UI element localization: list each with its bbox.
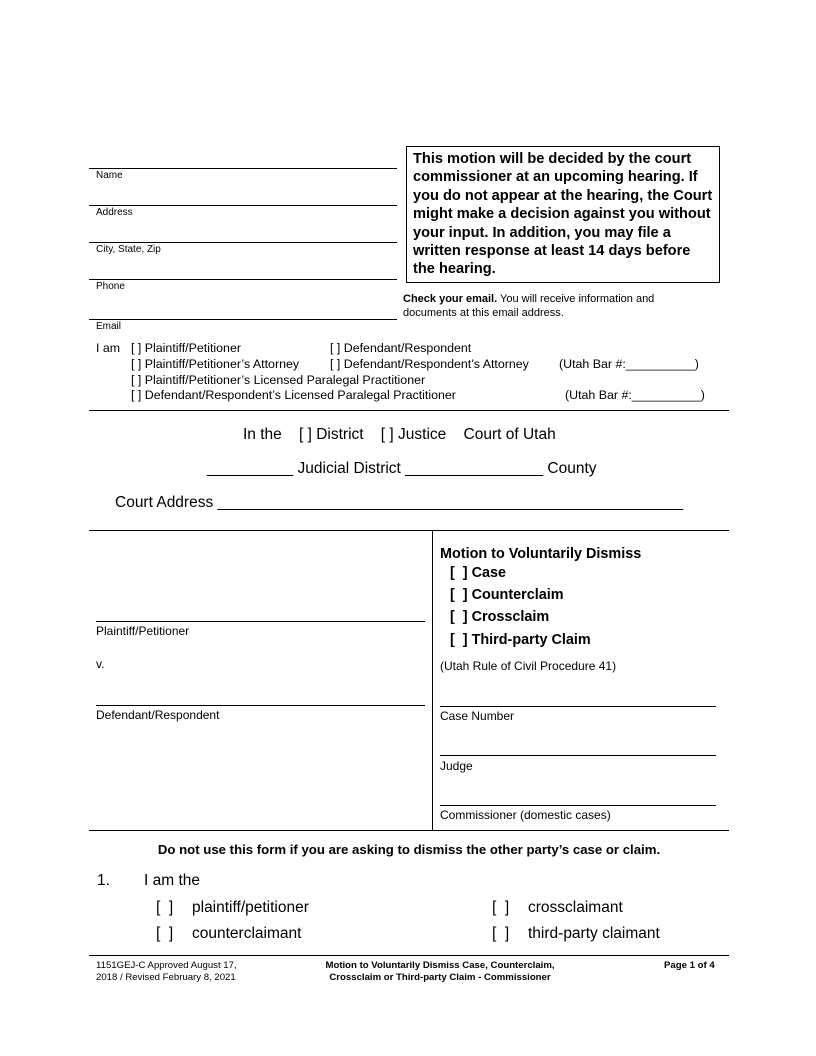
- court-address-line[interactable]: Court Address ______________________________________________________: [115, 494, 684, 511]
- city-label: City, State, Zip: [96, 244, 161, 255]
- judge-label: Judge: [440, 759, 473, 773]
- commissioner-label: Commissioner (domestic cases): [440, 808, 611, 822]
- option-third-party-claim[interactable]: [ ] Third-party Claim: [450, 632, 591, 648]
- name-label: Name: [96, 170, 123, 181]
- email-label: Email: [96, 321, 122, 332]
- footer-form-title: [300, 960, 580, 984]
- case-number-label: Case Number: [440, 709, 515, 723]
- footer-left-line-1: 1151GEJ-C Approved August 17,: [96, 960, 237, 971]
- choice-third-party-claimant: third-party claimant: [528, 925, 660, 942]
- option-crossclaim[interactable]: [ ] Crossclaim: [450, 609, 550, 625]
- divider: [89, 410, 729, 411]
- name-line[interactable]: [89, 168, 397, 169]
- judicial-district-line[interactable]: __________ Judicial District ________________ County: [207, 460, 597, 477]
- checkbox-counterclaimant[interactable]: [ ]: [156, 925, 174, 942]
- motion-title: Motion to Voluntarily Dismiss: [440, 546, 642, 562]
- footer-center-line-1: Motion to Voluntarily Dismiss Case, Counterclaim,: [325, 960, 555, 971]
- judge-line[interactable]: [440, 755, 716, 756]
- option-case[interactable]: [ ] Case: [450, 565, 506, 581]
- hearing-notice-text: This motion will be decided by the court commissioner at an upcoming hearing. If you do not appear at the hearing, the Court might make a decision against you without your input. In addition, you may file a written response at least 14 days before the hearing.: [413, 151, 713, 278]
- caption-bottom-border: [89, 830, 729, 831]
- item-1-text: I am the: [144, 872, 200, 889]
- caption-top-border: [89, 530, 729, 531]
- iam-plaintiff-attorney-option[interactable]: [ ] Plaintiff/Petitioner’s Attorney: [131, 357, 300, 371]
- footer-center-line-2: Crossclaim or Third-party Claim - Commissioner: [329, 972, 551, 983]
- page-number: Page 1 of 4: [664, 960, 715, 971]
- footer-left-line-2: 2018 / Revised February 8, 2021: [96, 972, 236, 983]
- defendant-line[interactable]: [96, 705, 425, 706]
- defendant-label: Defendant/Respondent: [96, 708, 220, 722]
- versus-label: v.: [96, 657, 105, 671]
- utah-bar-number-2[interactable]: (Utah Bar #:__________): [565, 388, 705, 402]
- rule-reference: (Utah Rule of Civil Procedure 41): [440, 659, 617, 673]
- email-note: [403, 292, 703, 320]
- email-note-bold: Check your email.: [403, 293, 498, 305]
- choice-counterclaimant: counterclaimant: [192, 925, 302, 942]
- warning-text: Do not use this form if you are asking to dismiss the other party’s case or claim.: [157, 842, 661, 857]
- caption-divider: [432, 530, 433, 830]
- iam-plaintiff-option[interactable]: [ ] Plaintiff/Petitioner: [131, 341, 241, 355]
- iam-prefix: I am: [96, 341, 121, 355]
- email-line[interactable]: [89, 319, 397, 320]
- plaintiff-line[interactable]: [96, 621, 425, 622]
- footer-form-id: [96, 960, 237, 984]
- address-line[interactable]: [89, 205, 397, 206]
- item-1-number: 1.: [97, 872, 110, 889]
- email-note-rest: You will receive information and documents at this email address.: [403, 293, 655, 319]
- plaintiff-label: Plaintiff/Petitioner: [96, 624, 190, 638]
- option-counterclaim[interactable]: [ ] Counterclaim: [450, 587, 564, 603]
- court-type-line[interactable]: In the [ ] District [ ] Justice Court of Utah: [243, 426, 556, 443]
- checkbox-crossclaimant[interactable]: [ ]: [492, 899, 510, 916]
- iam-defendant-attorney-option[interactable]: [ ] Defendant/Respondent’s Attorney: [330, 357, 529, 371]
- iam-plaintiff-lpp-option[interactable]: [ ] Plaintiff/Petitioner’s Licensed Paralegal Practitioner: [131, 373, 426, 387]
- address-label: Address: [96, 207, 133, 218]
- checkbox-third-party-claimant[interactable]: [ ]: [492, 925, 510, 942]
- checkbox-plaintiff[interactable]: [ ]: [156, 899, 174, 916]
- iam-defendant-option[interactable]: [ ] Defendant/Respondent: [330, 341, 472, 355]
- commissioner-line[interactable]: [440, 805, 716, 806]
- city-line[interactable]: [89, 242, 397, 243]
- hearing-notice-box: [406, 146, 720, 283]
- case-number-line[interactable]: [440, 706, 716, 707]
- utah-bar-number-1[interactable]: (Utah Bar #:__________): [559, 357, 699, 371]
- choice-crossclaimant: crossclaimant: [528, 899, 623, 916]
- choice-plaintiff: plaintiff/petitioner: [192, 899, 309, 916]
- footer-divider: [89, 955, 729, 956]
- iam-defendant-lpp-option[interactable]: [ ] Defendant/Respondent’s Licensed Paralegal Practitioner: [131, 388, 456, 402]
- phone-label: Phone: [96, 281, 125, 292]
- phone-line[interactable]: [89, 279, 397, 280]
